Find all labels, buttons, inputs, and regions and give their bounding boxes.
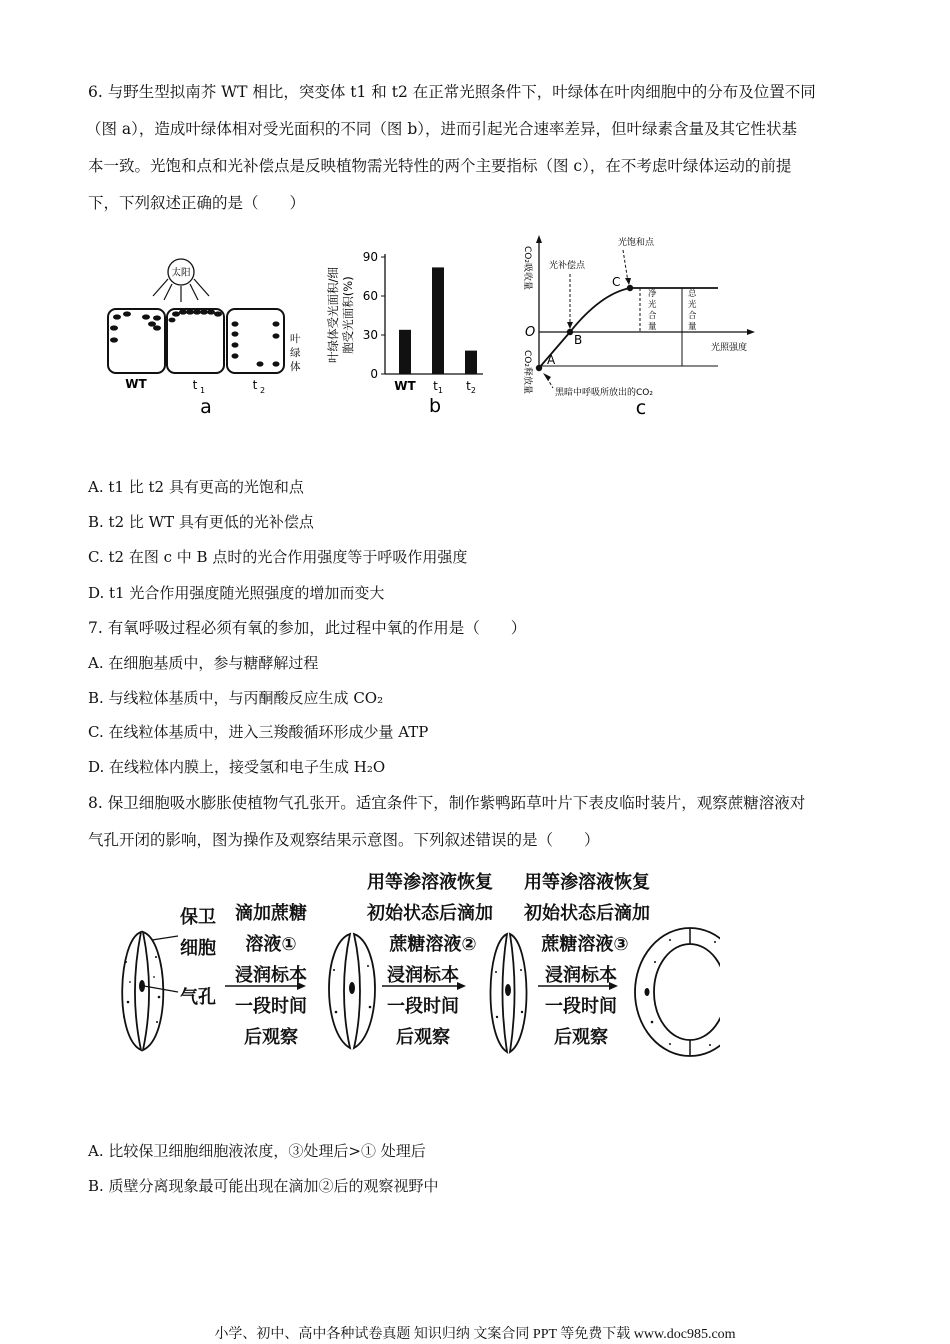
c-label-c: C [612,275,621,289]
step3-line-2: 浸润标本 [545,965,617,986]
cell-sub-t2: 2 [260,386,266,395]
q6-option-c: C. t2 在图 c 中 B 点时的光合作用强度等于呼吸作用强度 [88,548,468,566]
step3-line-1: 蔗糖溶液③ [541,934,629,955]
chart-b-bar-t1 [432,267,444,374]
c-point-a [536,365,542,371]
c-dark-label: 黑暗中呼吸所放出的CO₂ [555,388,653,398]
chart-b-ytick-label: 60 [362,289,378,303]
step1-line-5: 后观察 [244,1027,298,1048]
cell-label-t2: t [252,378,258,392]
guard-cell-label-2: 细胞 [180,938,216,959]
c-total-2: 光 [688,300,697,310]
c-y-arrow [536,235,542,243]
stoma-label: 气孔 [180,987,216,1008]
q6-option-a: A. t1 比 t2 具有更高的光饱和点 [88,478,304,496]
step2-line-4: 后观察 [396,1027,450,1048]
c-comp-label: 光补偿点 [549,261,586,271]
q7-option-b: B. 与线粒体基质中，与丙酮酸反应生成 CO₂ [88,689,384,707]
guard-cell-pointer [152,936,178,940]
step1-line-3: 浸润标本 [235,965,307,986]
chart-b-ylabel-2: 胞受光面积(%) [341,276,355,354]
caption-a: a [200,396,212,417]
step3-top-1: 用等渗溶液恢复 [524,872,650,893]
c-ylabel-top: CO₂吸收量 [522,246,532,290]
c-ylabel-bottom: CO₂释放量 [522,350,532,394]
c-sat-arrow [623,250,628,282]
q8-line-2: 气孔开闭的影响，图为操作及观察结果示意图。下列叙述错误的是（ ） [88,831,600,849]
chloroplasts-wt [110,311,161,342]
c-total-4: 量 [688,322,697,332]
chloroplast-label-3: 体 [290,361,301,373]
c-net-1: 净 [648,289,657,299]
cell-sub-t1: 1 [200,386,206,395]
q8-option-b: B. 质壁分离现象最可能出现在滴加②后的观察视野中 [88,1177,439,1195]
q7-option-a: A. 在细胞基质中，参与糖酵解过程 [88,654,319,672]
c-net-4: 量 [648,322,657,332]
c-label-a: A [547,353,556,367]
figure-c [515,232,765,422]
q6-option-d: D. t1 光合作用强度随光照强度的增加而变大 [88,584,385,602]
cell-label-wt: WT [125,377,147,391]
step3-line-4: 后观察 [554,1027,608,1048]
step1-line-4: 一段时间 [235,996,307,1017]
chloroplast-label-2: 绿 [290,347,301,359]
sun-icon [153,259,209,302]
c-x-arrow [747,329,755,335]
q6-line-3: 本一致。光饱和点和光补偿点是反映植物需光特性的两个主要指标（图 c），在不考虑叶绿体运动的前提 [88,157,792,175]
chart-b-ytick-label: 90 [362,250,378,264]
guard-cell-after-1 [329,934,375,1048]
guard-cell-after-2 [490,934,526,1052]
chart-b-xlabel-wt: WT [394,379,416,393]
q7-option-c: C. 在线粒体基质中，进入三羧酸循环形成少量 ATP [88,723,429,741]
step1-line-2: 溶液① [245,934,297,955]
q7-option-d: D. 在线粒体内膜上，接受氢和电子生成 H₂O [88,758,386,776]
step2-line-3: 一段时间 [387,996,459,1017]
sun-label: 太阳 [171,267,191,279]
c-dark-arrowhead [543,373,551,381]
caption-c: c [635,397,647,419]
guard-cell-initial [122,932,163,1050]
caption-b: b [428,395,442,417]
c-point-b [567,329,573,335]
c-net-3: 合 [648,311,657,321]
chart-b-xlabel-t1: $t_1$ [433,379,443,395]
figure-b-chart [325,240,495,420]
c-point-c [627,285,633,291]
step2-top-1: 用等渗溶液恢复 [367,872,493,893]
step1-line-1: 滴加蔗糖 [235,903,307,924]
chloroplasts-t1 [169,309,223,322]
page-footer: 小学、初中、高中各种试卷真题 知识归纳 文案合同 PPT 等免费下载 www.doc985.com [214,1327,736,1342]
cell-t1 [167,309,224,373]
step3-top-2: 初始状态后滴加 [524,903,650,924]
step2-top-2: 初始状态后滴加 [367,903,493,924]
chloroplasts-t2 [232,321,280,366]
q8-line-1: 8. 保卫细胞吸水膨胀使植物气孔张开。适宜条件下，制作紫鸭跖草叶片下表皮临时装片，观察蔗糖溶液对 [88,794,806,812]
c-total-1: 总 [688,289,697,299]
q6-line-2: （图 a），造成叶绿体相对受光面积的不同（图 b），进而引起光合速率差异，但叶绿素含量及其它性状基 [86,120,798,138]
chloroplast-label-1: 叶 [290,333,301,345]
chart-b-ytick-label: 0 [370,367,378,381]
guard-cell-open [635,928,720,1056]
c-comp-arrowhead [567,322,573,329]
step2-line-1: 蔗糖溶液② [389,934,477,955]
step3-line-3: 一段时间 [545,996,617,1017]
figure-a [100,252,310,417]
chart-b-xlabel-t2: $t_2$ [466,379,476,395]
c-net-2: 光 [648,300,657,310]
q6-line-1: 6. 与野生型拟南芥 WT 相比，突变体 t1 和 t2 在正常光照条件下，叶绿体在叶肉细胞中的分布及位置不同 [88,83,816,101]
c-origin: O [525,325,536,340]
c-sat-label: 光饱和点 [618,238,655,248]
q6-line-4: 下，下列叙述正确的是（ ） [88,194,306,212]
chart-b-ylabel-1: 叶绿体受光面积/细 [326,267,340,363]
c-xlabel: 光照强度 [711,343,748,353]
c-sat-arrowhead [625,278,631,285]
q8-option-a: A. 比较保卫细胞细胞液浓度，③处理后>① 处理后 [88,1142,426,1160]
q7-stem: 7. 有氧呼吸过程必须有氧的参加，此过程中氧的作用是（ ） [88,619,527,637]
chart-b-ytick-label: 30 [362,328,378,342]
chart-b-bar-t2 [465,351,477,374]
guard-cell-label-1: 保卫 [180,907,216,928]
c-label-b: B [574,333,583,347]
step2-line-2: 浸润标本 [387,965,459,986]
q6-option-b: B. t2 比 WT 具有更低的光补偿点 [88,513,314,531]
c-total-3: 合 [688,311,697,321]
chart-b-bar-wt [399,330,411,374]
cell-label-t1: t [192,378,198,392]
